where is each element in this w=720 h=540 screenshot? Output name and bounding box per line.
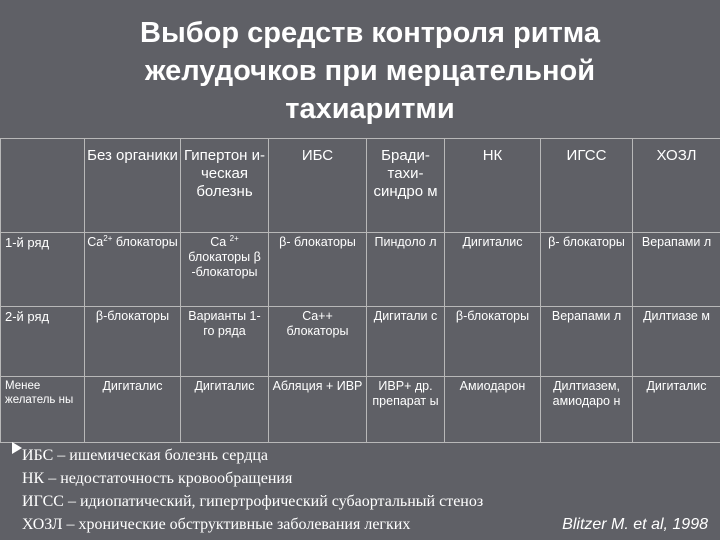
table-cell: Пиндоло л [367, 233, 445, 307]
table-cell: Верапами л [541, 307, 633, 377]
table-cell: Дигитали с [367, 307, 445, 377]
table-cell: Верапами л [633, 233, 720, 307]
bullet-arrow-icon [12, 442, 22, 454]
abbreviation-notes [22, 444, 712, 536]
header-ibs: ИБС [269, 139, 367, 233]
note-hozl: ХОЗЛ – хронические обструктивные заболевания легких [22, 516, 411, 533]
table-cell: β- блокаторы [269, 233, 367, 307]
table-cell: Дилтиазе м [633, 307, 720, 377]
title-line-3: тахиаритми [285, 93, 455, 125]
table-cell: Амиодарон [445, 377, 541, 443]
row-label: Менее желатель ны [1, 377, 85, 443]
note-hozl-line [22, 513, 712, 536]
table-row [1, 377, 720, 443]
table-row [1, 233, 720, 307]
table-cell: Дигиталис [181, 377, 269, 443]
header-igss: ИГСС [541, 139, 633, 233]
table-cell: Дигиталис [633, 377, 720, 443]
table-cell: Дигиталис [85, 377, 181, 443]
table-cell: Ca $^{2+}$ блокаторы β -блокаторы [181, 233, 269, 307]
title-line-2: желудочков при мерцательной [144, 55, 596, 87]
header-brady-tachy: Бради-тахи-синдро м [367, 139, 445, 233]
note-nk: НК – недостаточность кровообращения [22, 470, 293, 487]
note-ibs: ИБС – ишемическая болезнь сердца [22, 447, 268, 464]
header-hozl: ХОЗЛ [633, 139, 720, 233]
table-cell: β- блокаторы [541, 233, 633, 307]
citation: Blitzer M. et al, 1998 [562, 516, 708, 533]
table-cell: Ca++ блокаторы [269, 307, 367, 377]
header-cell-empty [1, 139, 85, 233]
table-cell: Абляция + ИВР [269, 377, 367, 443]
table-row [1, 307, 720, 377]
header-no-organic: Без органики [85, 139, 181, 233]
row-label: 2-й ряд [1, 307, 85, 377]
note-igss: ИГСС – идиопатический, гипертрофический субаортальный стеноз [22, 493, 484, 510]
header-nk: НК [445, 139, 541, 233]
title-line-1: Выбор средств контроля ритма [140, 17, 600, 49]
slide-title [90, 14, 650, 128]
table-cell: Дилтиазем, амиодаро н [541, 377, 633, 443]
header-hypertension: Гипертон и-ческая болезнь [181, 139, 269, 233]
table-cell: $Ca^{2+}$ блокаторы [85, 233, 181, 307]
table-cell: β-блокаторы [445, 307, 541, 377]
table-cell: ИВР+ др. препарат ы [367, 377, 445, 443]
table-header-row [1, 139, 720, 233]
table-cell: Дигиталис [445, 233, 541, 307]
table-cell: β-блокаторы [85, 307, 181, 377]
row-label: 1-й ряд [1, 233, 85, 307]
therapy-table [0, 138, 720, 443]
table-cell: Варианты 1-го ряда [181, 307, 269, 377]
